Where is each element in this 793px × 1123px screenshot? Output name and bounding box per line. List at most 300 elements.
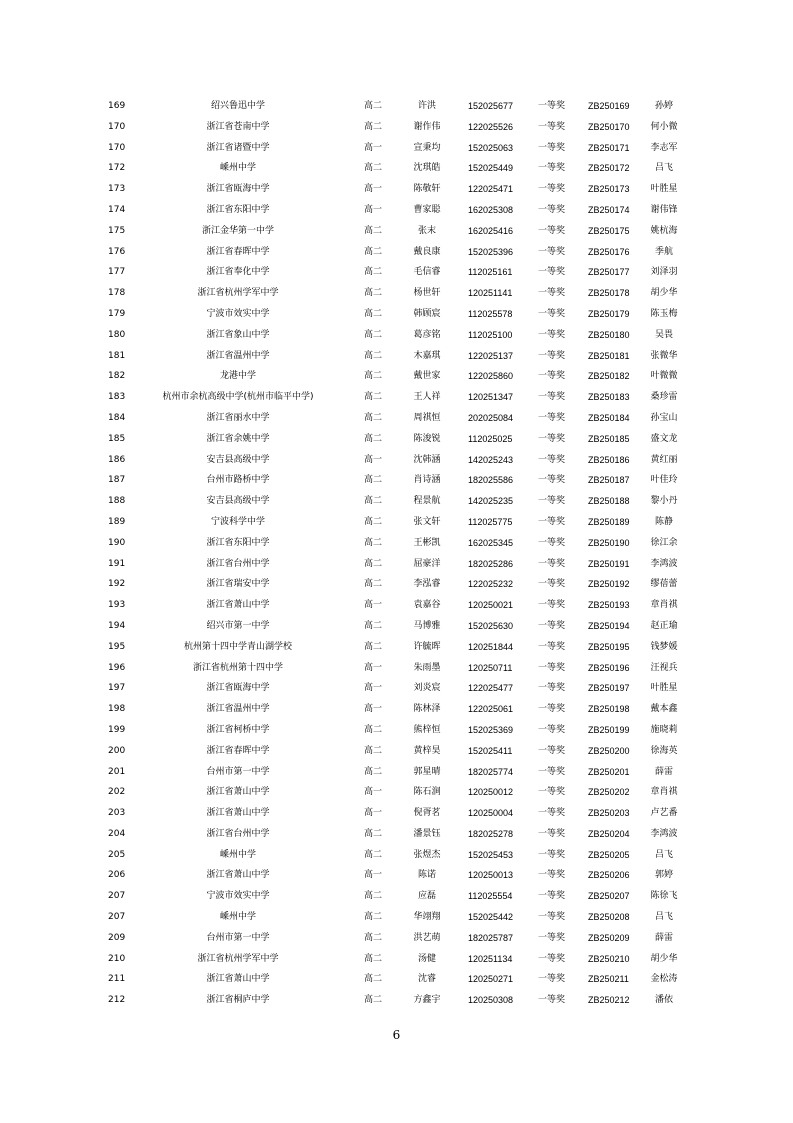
grade-cell: 高一 — [364, 870, 383, 881]
rank-cell: 185 — [108, 433, 126, 444]
rank-cell: 170 — [108, 121, 126, 132]
rank-cell: 195 — [108, 641, 126, 652]
award-cell: 一等奖 — [538, 953, 566, 964]
rank-cell: 211 — [108, 974, 126, 985]
table-row — [0, 366, 793, 387]
rank-cell: 200 — [108, 745, 126, 756]
award-cell: 一等奖 — [538, 704, 566, 715]
student-name-cell: 王人祥 — [413, 392, 441, 403]
certificate-number-cell: ZB250198 — [588, 704, 630, 715]
grade-cell: 高一 — [364, 454, 383, 465]
table-row — [0, 533, 793, 554]
teacher-name-cell: 孙宝山 — [650, 412, 678, 423]
award-cell: 一等奖 — [538, 371, 566, 382]
award-cell: 一等奖 — [538, 225, 566, 236]
exam-id-cell: 122025137 — [468, 350, 514, 361]
exam-id-cell: 152025677 — [468, 101, 514, 111]
exam-id-cell: 142025235 — [468, 496, 514, 507]
rank-cell: 169 — [108, 101, 126, 111]
exam-id-cell: 112025025 — [468, 433, 513, 444]
exam-id-cell: 120250012 — [468, 787, 514, 798]
table-row — [0, 616, 793, 637]
rank-cell: 197 — [108, 683, 126, 694]
rank-cell: 189 — [108, 516, 126, 527]
teacher-name-cell: 桑珍雷 — [650, 392, 678, 403]
exam-id-cell: 152025063 — [468, 142, 514, 153]
teacher-name-cell: 汪视兵 — [650, 662, 678, 673]
table-row — [0, 595, 793, 616]
student-name-cell: 陈浚锐 — [413, 433, 441, 444]
exam-id-cell: 122025232 — [468, 579, 514, 590]
certificate-number-cell: ZB250206 — [588, 870, 630, 881]
exam-id-cell: 122025477 — [468, 683, 514, 694]
exam-id-cell: 122025061 — [468, 704, 514, 715]
award-cell: 一等奖 — [538, 516, 566, 527]
certificate-number-cell: ZB250170 — [588, 121, 630, 132]
rank-cell: 184 — [108, 412, 126, 423]
student-name-cell: 郭星晴 — [413, 766, 441, 777]
certificate-number-cell: ZB250191 — [588, 558, 630, 569]
award-cell: 一等奖 — [538, 163, 566, 174]
exam-id-cell: 120250013 — [468, 870, 514, 881]
student-name-cell: 许毓晖 — [413, 641, 441, 652]
rank-cell: 183 — [108, 392, 126, 403]
rank-cell: 182 — [108, 371, 126, 382]
table-row — [0, 221, 793, 242]
award-cell: 一等奖 — [538, 392, 566, 403]
exam-id-cell: 182025787 — [468, 932, 514, 943]
student-name-cell: 李泓睿 — [413, 579, 441, 590]
table-row — [0, 304, 793, 325]
school-cell: 浙江省萧山中学 — [206, 808, 270, 819]
award-cell: 一等奖 — [538, 558, 566, 569]
rank-cell: 193 — [108, 600, 126, 611]
student-name-cell: 毛信睿 — [413, 267, 441, 278]
school-cell: 浙江省春晖中学 — [206, 745, 270, 756]
award-cell: 一等奖 — [538, 184, 566, 195]
teacher-name-cell: 徐海英 — [650, 745, 678, 756]
student-name-cell: 沈韩涵 — [413, 454, 441, 465]
student-name-cell: 宣秉均 — [413, 142, 441, 153]
teacher-name-cell: 季航 — [654, 246, 674, 257]
exam-id-cell: 120250711 — [468, 662, 513, 673]
rank-cell: 190 — [108, 537, 126, 548]
rank-cell: 172 — [108, 163, 126, 174]
student-name-cell: 汤健 — [417, 953, 437, 964]
student-name-cell: 熊梓恒 — [413, 724, 441, 735]
certificate-number-cell: ZB250175 — [588, 225, 630, 236]
table-row — [0, 408, 793, 429]
grade-cell: 高一 — [364, 704, 383, 715]
exam-id-cell: 112025161 — [468, 267, 513, 278]
teacher-name-cell: 吕飞 — [654, 163, 674, 174]
exam-id-cell: 120250004 — [468, 808, 514, 819]
certificate-number-cell: ZB250210 — [588, 953, 630, 964]
grade-cell: 高二 — [364, 246, 383, 257]
rank-cell: 206 — [108, 870, 126, 881]
award-cell: 一等奖 — [538, 620, 566, 631]
school-cell: 浙江省瑞安中学 — [206, 579, 270, 590]
certificate-number-cell: ZB250193 — [588, 600, 630, 611]
award-cell: 一等奖 — [538, 662, 566, 673]
exam-id-cell: 182025278 — [468, 828, 514, 839]
certificate-number-cell: ZB250172 — [588, 163, 630, 174]
rank-cell: 180 — [108, 329, 126, 340]
exam-id-cell: 162025416 — [468, 225, 514, 236]
grade-cell: 高二 — [364, 537, 383, 548]
award-cell: 一等奖 — [538, 808, 566, 819]
certificate-number-cell: ZB250208 — [588, 912, 630, 923]
rank-cell: 173 — [108, 184, 126, 195]
certificate-number-cell: ZB250178 — [588, 288, 630, 299]
student-name-cell: 黄梓昊 — [413, 745, 441, 756]
student-name-cell: 陈石涧 — [413, 787, 441, 798]
school-cell: 龙港中学 — [219, 371, 257, 382]
school-cell: 台州市路桥中学 — [206, 475, 270, 486]
teacher-name-cell: 胡少华 — [650, 953, 678, 964]
table-row — [0, 262, 793, 283]
school-cell: 嵊州中学 — [219, 912, 257, 923]
award-cell: 一等奖 — [538, 101, 566, 111]
table-row — [0, 782, 793, 803]
rank-cell: 192 — [108, 579, 126, 590]
school-cell: 安吉县高级中学 — [206, 454, 270, 465]
teacher-name-cell: 金松涛 — [650, 974, 678, 985]
teacher-name-cell: 李鸿波 — [650, 558, 678, 569]
award-cell: 一等奖 — [538, 766, 566, 777]
student-name-cell: 沈睿 — [417, 974, 437, 985]
rank-cell: 207 — [108, 912, 126, 923]
table-row — [0, 907, 793, 928]
teacher-name-cell: 刘泽羽 — [650, 267, 678, 278]
grade-cell: 高一 — [364, 204, 383, 215]
certificate-number-cell: ZB250195 — [588, 641, 630, 652]
award-cell: 一等奖 — [538, 932, 566, 943]
school-cell: 浙江省诸暨中学 — [206, 142, 270, 153]
award-cell: 一等奖 — [538, 912, 566, 923]
exam-id-cell: 120250021 — [468, 600, 514, 611]
certificate-number-cell: ZB250201 — [588, 766, 630, 777]
student-name-cell: 马博雅 — [413, 620, 441, 631]
teacher-name-cell: 钱梦媛 — [650, 641, 678, 652]
award-cell: 一等奖 — [538, 204, 566, 215]
grade-cell: 高二 — [364, 121, 383, 132]
grade-cell: 高二 — [364, 163, 383, 174]
rank-cell: 186 — [108, 454, 126, 465]
grade-cell: 高二 — [364, 350, 383, 361]
certificate-number-cell: ZB250177 — [588, 267, 630, 278]
student-name-cell: 朱雨墨 — [413, 662, 441, 673]
school-cell: 浙江省杭州学军中学 — [197, 288, 279, 299]
exam-id-cell: 112025554 — [468, 891, 513, 902]
student-name-cell: 刘炎宸 — [413, 683, 441, 694]
rank-cell: 191 — [108, 558, 126, 569]
award-cell: 一等奖 — [538, 537, 566, 548]
rank-cell: 210 — [108, 953, 126, 964]
rank-cell: 199 — [108, 724, 126, 735]
certificate-number-cell: ZB250187 — [588, 475, 630, 486]
grade-cell: 高二 — [364, 558, 383, 569]
school-cell: 浙江省春晖中学 — [206, 246, 270, 257]
table-row — [0, 886, 793, 907]
school-cell: 浙江省丽水中学 — [206, 412, 270, 423]
teacher-name-cell: 黄红丽 — [650, 454, 678, 465]
award-cell: 一等奖 — [538, 724, 566, 735]
certificate-number-cell: ZB250204 — [588, 828, 630, 839]
award-cell: 一等奖 — [538, 974, 566, 985]
exam-id-cell: 122025526 — [468, 121, 514, 132]
rank-cell: 209 — [108, 932, 126, 943]
exam-id-cell: 152025442 — [468, 912, 514, 923]
grade-cell: 高二 — [364, 932, 383, 943]
teacher-name-cell: 薛雷 — [654, 766, 674, 777]
certificate-number-cell: ZB250196 — [588, 662, 630, 673]
award-cell: 一等奖 — [538, 579, 566, 590]
teacher-name-cell: 张微华 — [650, 350, 678, 361]
teacher-name-cell: 胡少华 — [650, 288, 678, 299]
certificate-number-cell: ZB250169 — [588, 101, 630, 111]
grade-cell: 高二 — [364, 308, 383, 319]
table-row — [0, 491, 793, 512]
certificate-number-cell: ZB250212 — [588, 995, 630, 1006]
student-name-cell: 戴世家 — [413, 371, 441, 382]
grade-cell: 高二 — [364, 101, 383, 111]
certificate-number-cell: ZB250181 — [588, 350, 630, 361]
award-cell: 一等奖 — [538, 475, 566, 486]
grade-cell: 高二 — [364, 475, 383, 486]
rank-cell: 198 — [108, 704, 126, 715]
school-cell: 台州市第一中学 — [206, 766, 270, 777]
grade-cell: 高二 — [364, 433, 383, 444]
student-name-cell: 程景航 — [413, 496, 441, 507]
certificate-number-cell: ZB250176 — [588, 246, 630, 257]
certificate-number-cell: ZB250190 — [588, 537, 630, 548]
exam-id-cell: 122025860 — [468, 371, 514, 382]
grade-cell: 高二 — [364, 412, 383, 423]
teacher-name-cell: 章肖祺 — [650, 787, 678, 798]
teacher-name-cell: 卢艺番 — [650, 808, 678, 819]
table-row — [0, 450, 793, 471]
rank-cell: 205 — [108, 849, 126, 860]
award-cell: 一等奖 — [538, 683, 566, 694]
school-cell: 嵊州中学 — [219, 849, 257, 860]
table-row — [0, 741, 793, 762]
student-name-cell: 曹家聪 — [413, 204, 441, 215]
student-name-cell: 倪胥茗 — [413, 808, 441, 819]
table-row — [0, 928, 793, 949]
exam-id-cell: 142025243 — [468, 454, 514, 465]
grade-cell: 高二 — [364, 579, 383, 590]
table-row — [0, 470, 793, 491]
exam-id-cell: 122025471 — [468, 184, 514, 195]
grade-cell: 高二 — [364, 329, 383, 340]
school-cell: 浙江省杭州第十四中学 — [192, 662, 284, 673]
rank-cell: 212 — [108, 995, 126, 1006]
teacher-name-cell: 何小微 — [650, 121, 678, 132]
grade-cell: 高二 — [364, 849, 383, 860]
student-name-cell: 陈敬轩 — [413, 184, 441, 195]
student-name-cell: 张煜杰 — [413, 849, 441, 860]
teacher-name-cell: 章肖祺 — [650, 600, 678, 611]
certificate-number-cell: ZB250188 — [588, 496, 630, 507]
award-cell: 一等奖 — [538, 600, 566, 611]
teacher-name-cell: 李鸿波 — [650, 828, 678, 839]
grade-cell: 高一 — [364, 683, 383, 694]
teacher-name-cell: 郭婷 — [654, 870, 674, 881]
grade-cell: 高二 — [364, 371, 383, 382]
grade-cell: 高二 — [364, 995, 383, 1006]
student-name-cell: 周祺恒 — [413, 412, 441, 423]
teacher-name-cell: 戴本鑫 — [650, 704, 678, 715]
award-cell: 一等奖 — [538, 828, 566, 839]
grade-cell: 高一 — [364, 142, 383, 153]
grade-cell: 高二 — [364, 912, 383, 923]
student-name-cell: 陈林泽 — [413, 704, 441, 715]
rank-cell: 174 — [108, 204, 126, 215]
certificate-number-cell: ZB250207 — [588, 891, 630, 902]
teacher-name-cell: 陈静 — [654, 516, 674, 527]
certificate-number-cell: ZB250197 — [588, 683, 630, 694]
school-cell: 浙江省萧山中学 — [206, 600, 270, 611]
award-cell: 一等奖 — [538, 891, 566, 902]
school-cell: 绍兴鲁迅中学 — [210, 101, 266, 111]
table-row — [0, 699, 793, 720]
teacher-name-cell: 吕飞 — [654, 912, 674, 923]
certificate-number-cell: ZB250180 — [588, 329, 630, 340]
school-cell: 绍兴市第一中学 — [206, 620, 270, 631]
page-number: 6 — [392, 1028, 401, 1042]
table-row — [0, 865, 793, 886]
rank-cell: 194 — [108, 620, 126, 631]
award-cell: 一等奖 — [538, 350, 566, 361]
table-row — [0, 96, 793, 117]
exam-id-cell: 120251134 — [468, 953, 513, 964]
student-name-cell: 潘景钰 — [413, 828, 441, 839]
exam-id-cell: 112025578 — [468, 308, 513, 319]
certificate-number-cell: ZB250202 — [588, 787, 630, 798]
student-name-cell: 杨世轩 — [413, 288, 441, 299]
certificate-number-cell: ZB250211 — [588, 974, 629, 985]
teacher-name-cell: 李志军 — [650, 142, 678, 153]
award-list-table — [0, 96, 793, 1011]
grade-cell: 高二 — [364, 620, 383, 631]
school-cell: 浙江省东阳中学 — [206, 537, 270, 548]
teacher-name-cell: 薛雷 — [654, 932, 674, 943]
school-cell: 浙江省瓯海中学 — [206, 683, 270, 694]
table-row — [0, 845, 793, 866]
grade-cell: 高一 — [364, 600, 383, 611]
table-row — [0, 990, 793, 1011]
school-cell: 安吉县高级中学 — [206, 496, 270, 507]
teacher-name-cell: 赵正瑜 — [650, 620, 678, 631]
rank-cell: 203 — [108, 808, 126, 819]
teacher-name-cell: 叶胜星 — [650, 683, 678, 694]
grade-cell: 高二 — [364, 828, 383, 839]
certificate-number-cell: ZB250186 — [588, 454, 630, 465]
certificate-number-cell: ZB250174 — [588, 204, 630, 215]
grade-cell: 高二 — [364, 974, 383, 985]
grade-cell: 高二 — [364, 516, 383, 527]
table-row — [0, 762, 793, 783]
school-cell: 浙江省东阳中学 — [206, 204, 270, 215]
grade-cell: 高二 — [364, 641, 383, 652]
rank-cell: 177 — [108, 267, 126, 278]
grade-cell: 高二 — [364, 766, 383, 777]
grade-cell: 高一 — [364, 787, 383, 798]
certificate-number-cell: ZB250205 — [588, 849, 630, 860]
rank-cell: 175 — [108, 225, 126, 236]
grade-cell: 高二 — [364, 891, 383, 902]
certificate-number-cell: ZB250183 — [588, 392, 630, 403]
school-cell: 浙江省苍南中学 — [206, 121, 270, 132]
exam-id-cell: 152025453 — [468, 849, 514, 860]
table-row — [0, 949, 793, 970]
exam-id-cell: 112025100 — [468, 329, 513, 340]
rank-cell: 207 — [108, 891, 126, 902]
certificate-number-cell: ZB250185 — [588, 433, 630, 444]
student-name-cell: 许洪 — [417, 101, 437, 111]
rank-cell: 179 — [108, 308, 126, 319]
rank-cell: 187 — [108, 475, 126, 486]
teacher-name-cell: 叶佳玲 — [650, 475, 678, 486]
certificate-number-cell: ZB250189 — [588, 516, 630, 527]
grade-cell: 高二 — [364, 496, 383, 507]
school-cell: 浙江省萧山中学 — [206, 787, 270, 798]
exam-id-cell: 112025775 — [468, 516, 513, 527]
grade-cell: 高一 — [364, 808, 383, 819]
teacher-name-cell: 陈徐飞 — [650, 891, 678, 902]
certificate-number-cell: ZB250171 — [588, 142, 630, 153]
school-cell: 台州市第一中学 — [206, 932, 270, 943]
rank-cell: 176 — [108, 246, 126, 257]
school-cell: 浙江省台州中学 — [206, 558, 270, 569]
school-cell: 杭州第十四中学青山湖学校 — [183, 641, 293, 652]
award-cell: 一等奖 — [538, 142, 566, 153]
teacher-name-cell: 吴畏 — [654, 329, 674, 340]
teacher-name-cell: 缪蓓蕾 — [650, 579, 678, 590]
exam-id-cell: 152025411 — [468, 745, 513, 756]
exam-id-cell: 152025449 — [468, 163, 514, 174]
award-cell: 一等奖 — [538, 329, 566, 340]
teacher-name-cell: 谢伟锋 — [650, 204, 678, 215]
exam-id-cell: 162025308 — [468, 204, 514, 215]
table-row — [0, 325, 793, 346]
rank-cell: 202 — [108, 787, 126, 798]
student-name-cell: 王彬凯 — [413, 537, 441, 548]
grade-cell: 高二 — [364, 288, 383, 299]
student-name-cell: 应磊 — [417, 891, 437, 902]
award-cell: 一等奖 — [538, 995, 566, 1006]
table-row — [0, 678, 793, 699]
table-row — [0, 242, 793, 263]
rank-cell: 201 — [108, 766, 126, 777]
certificate-number-cell: ZB250203 — [588, 808, 630, 819]
table-row — [0, 637, 793, 658]
table-row — [0, 554, 793, 575]
grade-cell: 高二 — [364, 724, 383, 735]
table-row — [0, 824, 793, 845]
school-cell: 浙江省余姚中学 — [206, 433, 270, 444]
exam-id-cell: 152025630 — [468, 620, 514, 631]
school-cell: 浙江省柯桥中学 — [206, 724, 270, 735]
exam-id-cell: 162025345 — [468, 537, 514, 548]
grade-cell: 高二 — [364, 745, 383, 756]
school-cell: 嵊州中学 — [219, 163, 257, 174]
student-name-cell: 方鑫宇 — [413, 995, 441, 1006]
award-cell: 一等奖 — [538, 870, 566, 881]
rank-cell: 170 — [108, 142, 126, 153]
exam-id-cell: 120251347 — [468, 392, 514, 403]
